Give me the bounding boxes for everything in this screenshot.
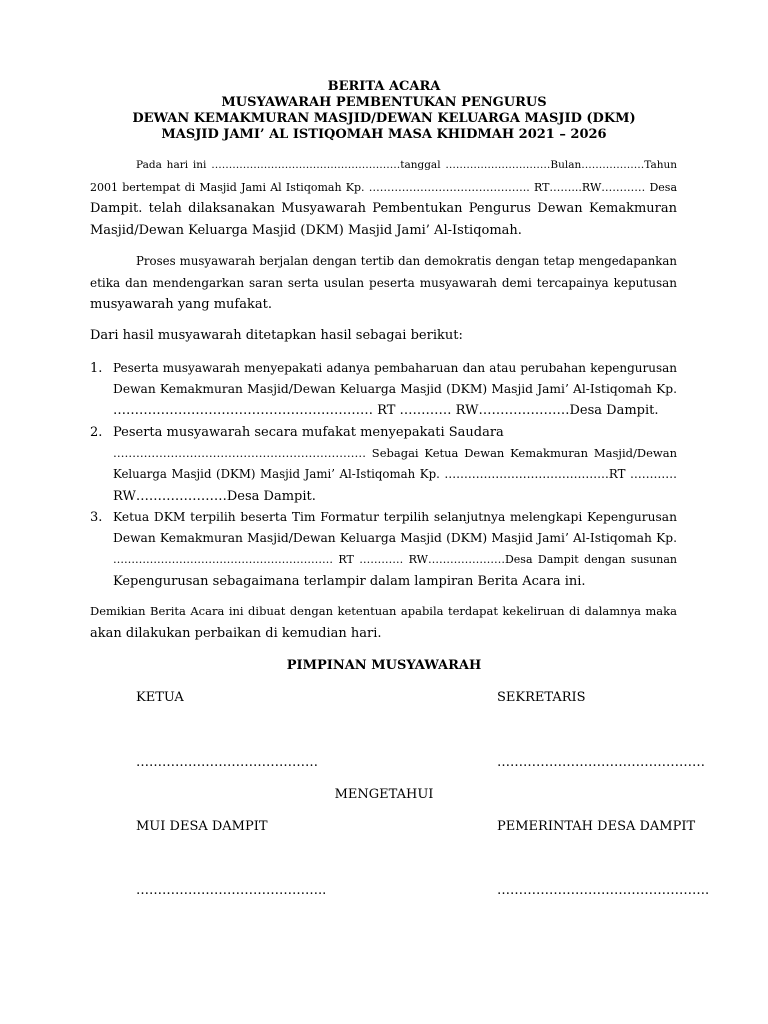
title-line-1: BERITA ACARA bbox=[327, 79, 441, 94]
paragraph-closing bbox=[90, 601, 677, 644]
paragraph-line: akan dilakukan perbaikan di kemudian hari. bbox=[90, 625, 382, 641]
label-pemerintah: PEMERINTAH DESA DAMPIT bbox=[497, 819, 696, 834]
list-line: RW…………………Desa Dampit. bbox=[113, 488, 316, 504]
label-sekretaris: SEKRETARIS bbox=[497, 690, 586, 705]
list-line: …………………………………………………… RT ………… RW…………………Desa Dampit dengan susunan bbox=[113, 553, 677, 567]
paragraph-results-intro: Dari hasil musyawarah ditetapkan hasil sebagai berikut: bbox=[90, 328, 463, 343]
paragraph-line: Dampit. telah dilaksanakan Musyawarah Pembentukan Pengurus Dewan Kemakmuran bbox=[90, 201, 677, 216]
paragraph-line: Pada hari ini ………………………………………………tanggal …………………………Bulan………………Tahun bbox=[136, 159, 677, 171]
label-mengetahui: MENGETAHUI bbox=[334, 787, 434, 802]
list-line: Keluarga Masjid (DKM) Masjid Jami’ Al-Istiqomah Kp. ……………………………………RT ………… bbox=[113, 467, 677, 482]
list-line: Dewan Kemakmuran Masjid/Dewan Keluarga Masjid (DKM) Masjid Jami’ Al-Istiqomah Kp. bbox=[113, 531, 677, 546]
paragraph-line: etika dan mendengarkan saran serta usulan peserta musyawarah demi tercapainya keputusan bbox=[90, 275, 677, 290]
document-title bbox=[0, 79, 768, 143]
signature-line-mui: …………………………………….. bbox=[136, 883, 327, 898]
paragraph-line: 2001 bertempat di Masjid Jami Al Istiqomah Kp. …………………………………….. RT……...RW………… Desa bbox=[90, 180, 677, 194]
paragraph-line: musyawarah yang mufakat. bbox=[90, 297, 272, 312]
list-line: Peserta musyawarah secara mufakat menyepakati Saudara bbox=[113, 425, 504, 440]
list-line: Dewan Kemakmuran Masjid/Dewan Keluarga Masjid (DKM) Masjid Jami’ Al-Istiqomah Kp. bbox=[113, 382, 677, 397]
list-line: Peserta musyawarah menyepakati adanya pembaharuan dan atau perubahan kepengurusan bbox=[113, 361, 677, 375]
label-mui: MUI DESA DAMPIT bbox=[136, 819, 268, 834]
title-line-4: MASJID JAMI’ AL ISTIQOMAH MASA KHIDMAH 2021 – 2026 bbox=[161, 127, 607, 142]
paragraph-opening bbox=[90, 155, 677, 241]
list-line: ………………………………………………………… Sebagai Ketua Dewan Kemakmuran Masjid/Dewan bbox=[113, 446, 677, 461]
paragraph-line: Demikian Berita Acara ini dibuat dengan ketentuan apabila terdapat kekeliruan di dalamnya maka bbox=[90, 604, 677, 618]
list-line: Ketua DKM terpilih beserta Tim Formatur terpilih selanjutnya melengkapi Kepengurusan bbox=[113, 510, 677, 524]
paragraph-line: Proses musyawarah berjalan dengan tertib dan demokratis dengan tetap mengedapankan bbox=[136, 254, 677, 268]
paragraph-line: Masjid/Dewan Keluarga Masjid (DKM) Masjid Jami’ Al-Istiqomah. bbox=[90, 222, 522, 238]
list-line: Kepengurusan sebagaimana terlampir dalam lampiran Berita Acara ini. bbox=[113, 573, 586, 589]
list-number: 2. bbox=[90, 425, 103, 440]
signature-heading: PIMPINAN MUSYAWARAH bbox=[286, 658, 482, 673]
signature-line-ketua: …………………………………… bbox=[136, 755, 318, 770]
signature-line-sekretaris: ………………………………………… bbox=[497, 755, 705, 770]
list-number: 1. bbox=[90, 361, 103, 376]
label-ketua: KETUA bbox=[136, 690, 184, 705]
list-number: 3. bbox=[90, 510, 103, 525]
title-line-2: MUSYAWARAH PEMBENTUKAN PENGURUS bbox=[221, 95, 547, 110]
title-line-3: DEWAN KEMAKMURAN MASJID/DEWAN KELUARGA MASJID (DKM) bbox=[132, 111, 636, 126]
signature-line-pemerintah: …………………………………………. bbox=[497, 883, 710, 898]
list-line: …………………………………………………… RT ………… RW…………………Desa Dampit. bbox=[113, 403, 659, 419]
paragraph-process bbox=[90, 251, 677, 316]
